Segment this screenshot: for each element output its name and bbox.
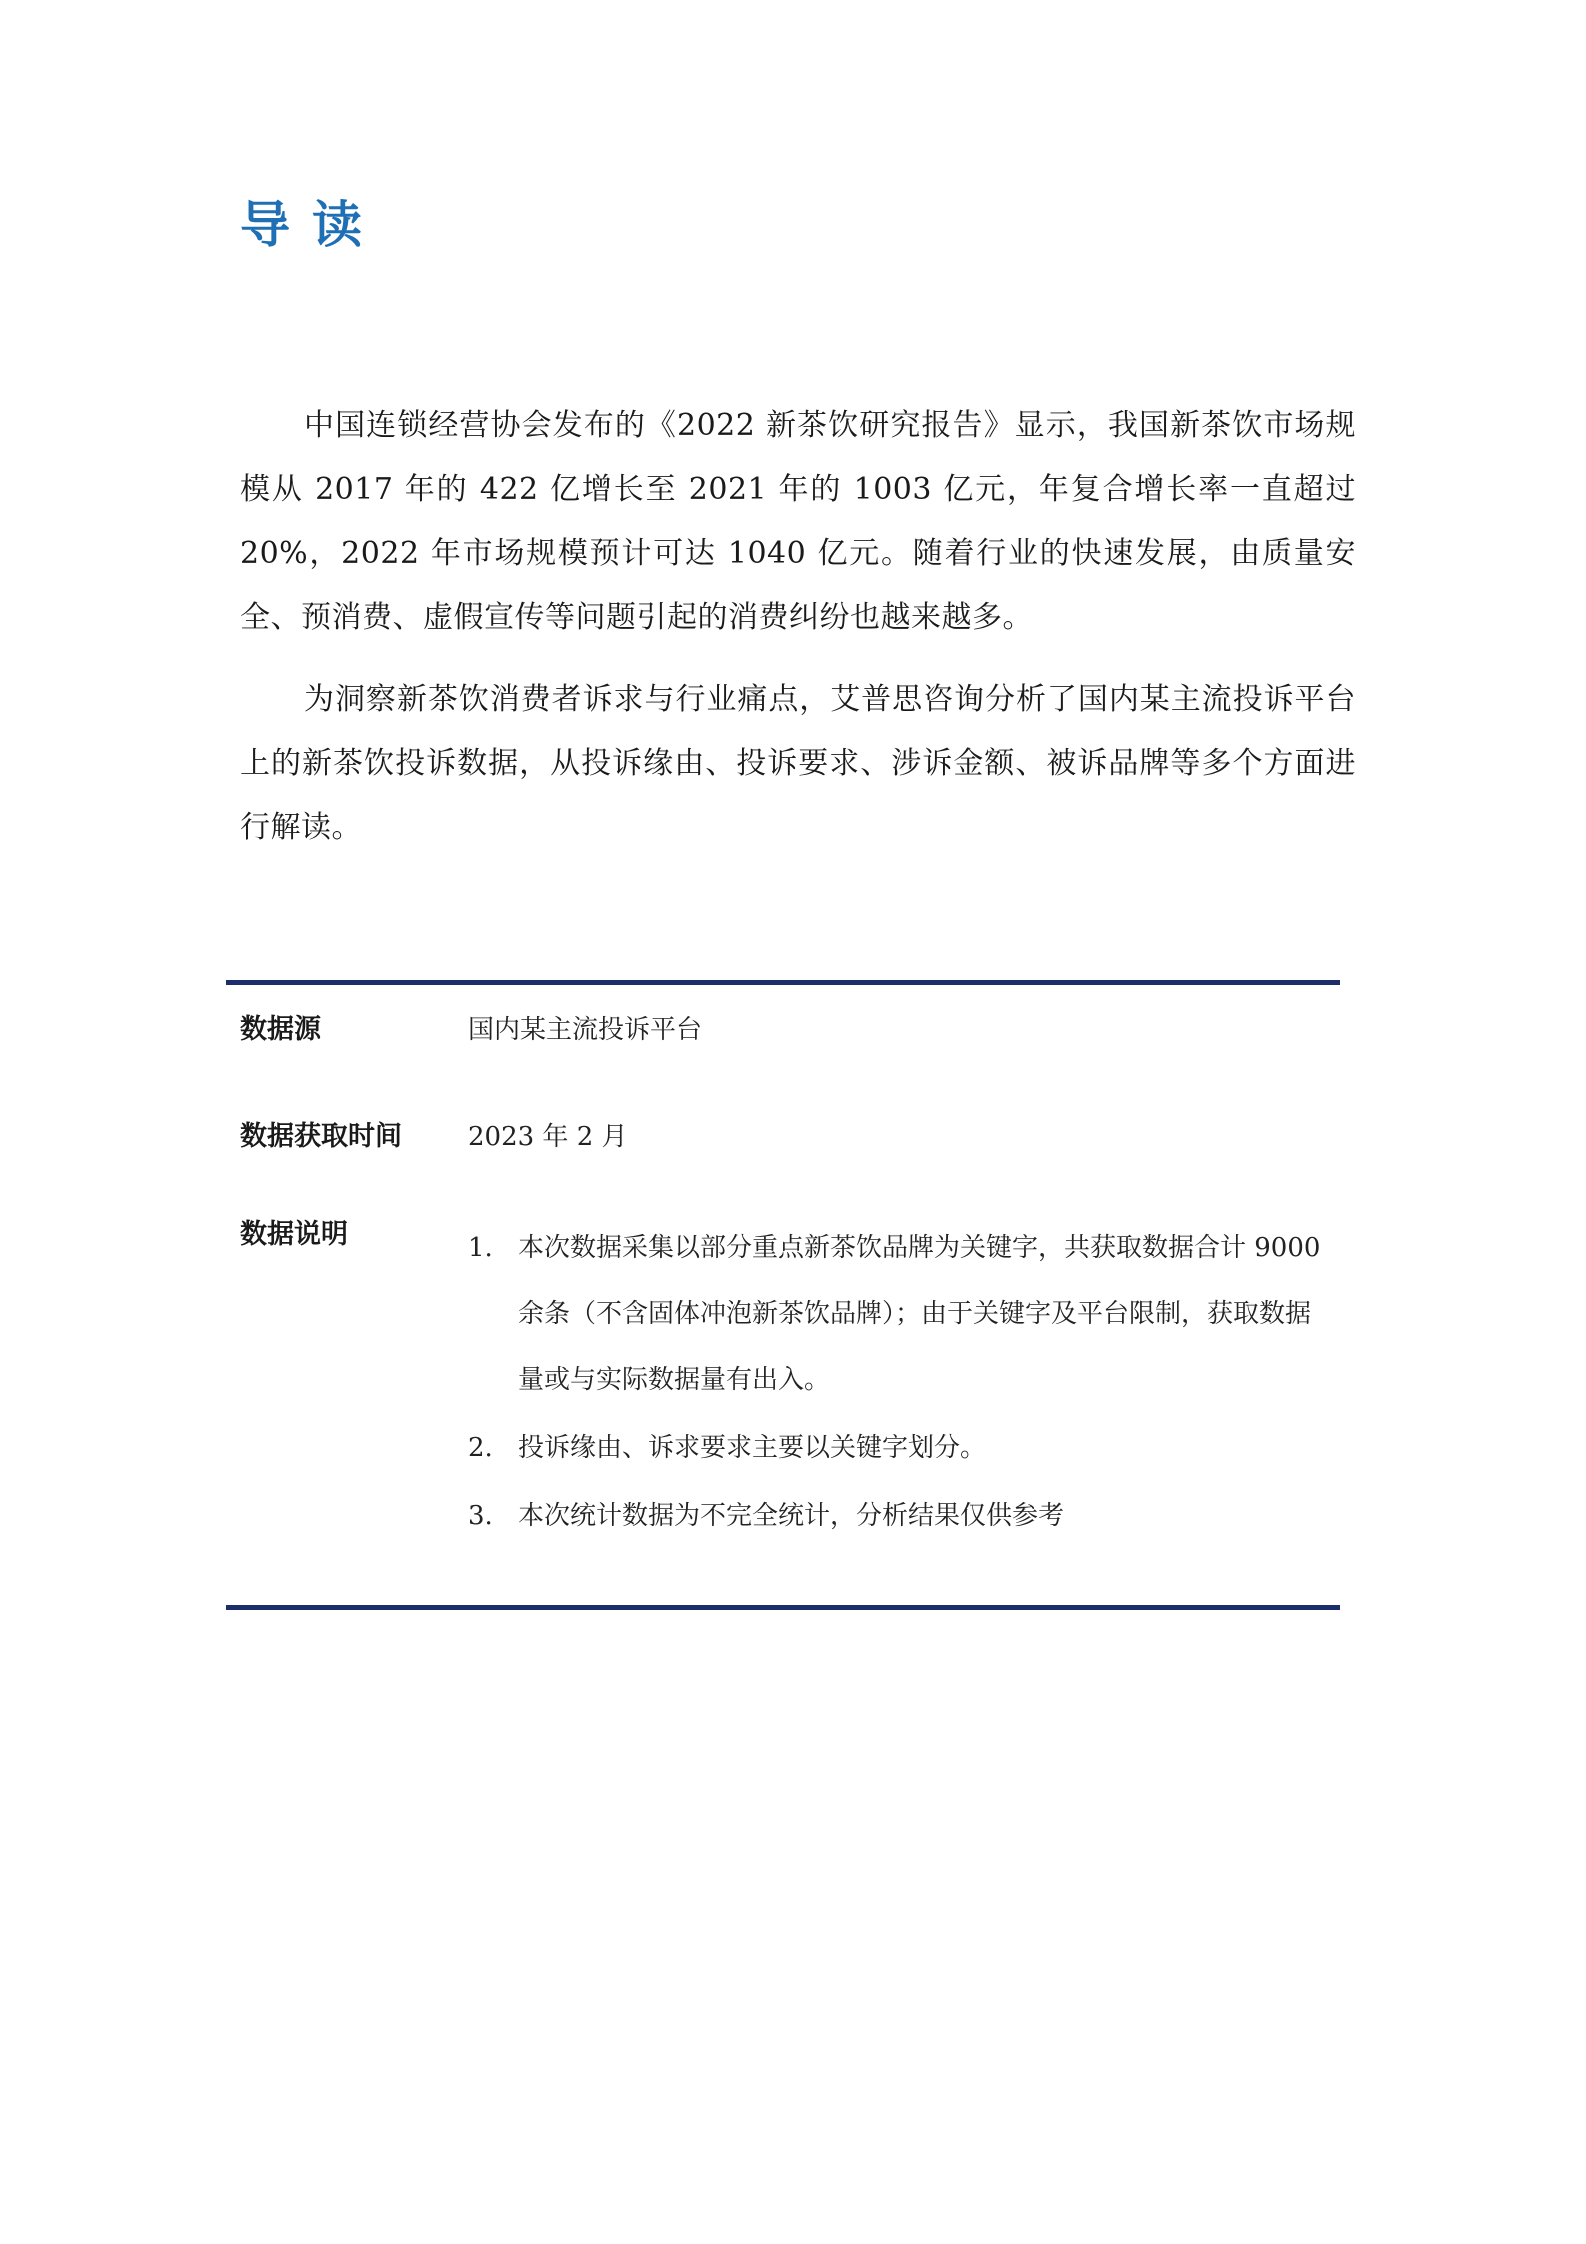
meta-row-notes	[240, 1215, 1340, 1551]
intro-paragraph: 中国连锁经营协会发布的《2022 新茶饮研究报告》显示，我国新茶饮市场规模从 2017 年的 422 亿增长至 2021 年的 1003 亿元，年复合增长率一直超过 20%，2022 年市场规模预计可达 1040 亿元。随着行业的快速发展，由质量安全、预消费、虚假宣传等问题引起的消费纠纷也越来越多。	[240, 408, 1356, 635]
list-item	[468, 1483, 1328, 1549]
note-number: 1.	[468, 1233, 493, 1263]
divider-top	[226, 980, 1340, 985]
intro-paragraph: 为洞察新茶饮消费者诉求与行业痛点，艾普思咨询分析了国内某主流投诉平台上的新茶饮投诉数据，从投诉缘由、投诉要求、涉诉金额、被诉品牌等多个方面进行解读。	[240, 682, 1356, 845]
note-text: 投诉缘由、诉求要求主要以关键字划分。	[518, 1433, 987, 1463]
time-label: 数据获取时间	[240, 1121, 402, 1152]
list-item	[468, 1415, 1328, 1481]
time-value: 2023 年 2 月	[468, 1122, 628, 1152]
source-label: 数据源	[240, 1014, 321, 1045]
meta-row-source	[240, 1010, 1340, 1050]
meta-row-time	[240, 1117, 1340, 1157]
notes-label: 数据说明	[240, 1219, 348, 1250]
note-number: 2.	[468, 1433, 493, 1463]
source-value: 国内某主流投诉平台	[468, 1015, 703, 1045]
intro-section	[240, 394, 1356, 878]
list-item	[468, 1215, 1328, 1413]
page-title: 导读	[240, 196, 384, 254]
notes-list	[468, 1215, 1328, 1551]
note-text: 本次数据采集以部分重点新茶饮品牌为关键字，共获取数据合计 9000 余条（不含固体冲泡新茶饮品牌）；由于关键字及平台限制，获取数据量或与实际数据量有出入。	[518, 1233, 1321, 1395]
divider-bottom	[226, 1605, 1340, 1610]
note-text: 本次统计数据为不完全统计，分析结果仅供参考	[518, 1501, 1065, 1531]
note-number: 3.	[468, 1501, 493, 1531]
